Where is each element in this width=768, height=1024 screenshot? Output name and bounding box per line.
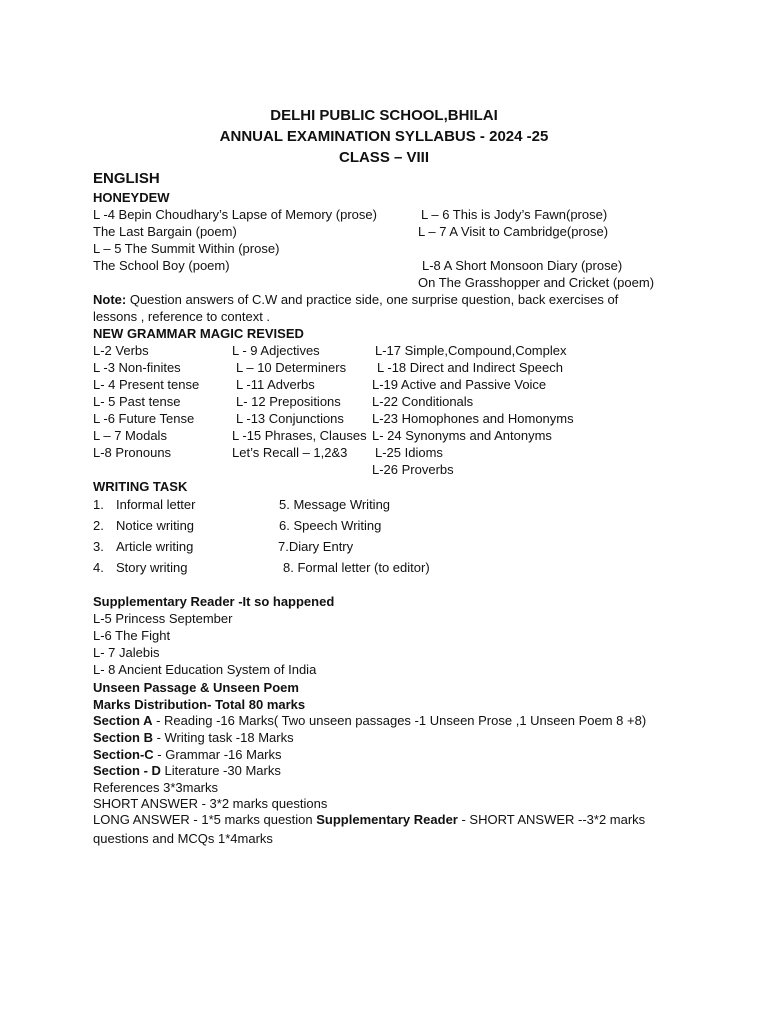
grammar-title: NEW GRAMMAR MAGIC REVISED	[93, 326, 304, 341]
long-answer-suffix: - SHORT ANSWER --3*2 marks	[457, 812, 646, 827]
note-label: Note:	[93, 292, 127, 307]
grammar-c3-4: L-22 Conditionals	[372, 394, 474, 409]
grammar-c3-2: L -18 Direct and Indirect Speech	[377, 360, 563, 375]
grammar-c1-7: L-8 Pronouns	[93, 445, 172, 460]
section-a-label: Section A	[93, 713, 153, 728]
grammar-c1-3: L- 4 Present tense	[93, 377, 200, 392]
supplementary-item-3: L- 7 Jalebis	[93, 645, 160, 660]
section-b-label: Section B	[93, 730, 153, 745]
section-d-text: Literature -30 Marks	[160, 763, 281, 778]
honeydew-left-4: The School Boy (poem)	[93, 258, 230, 273]
references-line: References 3*3marks	[93, 780, 218, 795]
section-d	[93, 762, 281, 779]
grammar-c1-1: L-2 Verbs	[93, 343, 149, 358]
long-answer-line	[93, 811, 645, 828]
grammar-c2-6: L -15 Phrases, Clauses	[232, 428, 367, 443]
grammar-c2-1: L - 9 Adjectives	[232, 343, 320, 358]
long-answer-bold: Supplementary Reader	[316, 812, 458, 827]
grammar-c1-6: L – 7 Modals	[93, 428, 167, 443]
marks-title: Marks Distribution- Total 80 marks	[93, 697, 306, 712]
writing-item-1: Informal letter	[116, 497, 196, 512]
writing-num-3: 3.	[93, 539, 104, 554]
honeydew-right-2: L – 7 A Visit to Cambridge(prose)	[418, 224, 609, 239]
note-text: Question answers of C.W and practice side, one surprise question, back exercises of	[126, 292, 619, 307]
supplementary-item-2: L-6 The Fight	[93, 628, 171, 643]
grammar-c3-3: L-19 Active and Passive Voice	[372, 377, 547, 392]
grammar-c2-5: L -13 Conjunctions	[236, 411, 344, 426]
long-answer-prefix: LONG ANSWER - 1*5 marks question	[93, 812, 317, 827]
short-answer-line: SHORT ANSWER - 3*2 marks questions	[93, 796, 328, 811]
writing-item-4: Story writing	[116, 560, 188, 575]
honeydew-right-3: L-8 A Short Monsoon Diary (prose)	[422, 258, 623, 273]
grammar-c1-5: L -6 Future Tense	[93, 411, 195, 426]
grammar-c3-8: L-26 Proverbs	[372, 462, 454, 477]
unseen-title: Unseen Passage & Unseen Poem	[93, 680, 299, 695]
section-b-text: - Writing task -18 Marks	[152, 730, 294, 745]
honeydew-right-1: L – 6 This is Jody’s Fawn(prose)	[421, 207, 608, 222]
honeydew-right-4: On The Grasshopper and Cricket (poem)	[418, 275, 655, 290]
grammar-c2-2: L – 10 Determiners	[236, 360, 347, 375]
grammar-c2-4: L- 12 Prepositions	[236, 394, 341, 409]
writing-item-7: 7.Diary Entry	[278, 539, 354, 554]
honeydew-left-1: L -4 Bepin Choudhary’s Lapse of Memory (prose)	[93, 207, 377, 222]
writing-title: WRITING TASK	[93, 479, 188, 494]
grammar-c1-2: L -3 Non-finites	[93, 360, 181, 375]
exam-title: ANNUAL EXAMINATION SYLLABUS - 2024 -25	[219, 128, 549, 145]
writing-num-4: 4.	[93, 560, 104, 575]
grammar-c1-4: L- 5 Past tense	[93, 394, 181, 409]
writing-item-8: 8. Formal letter (to editor)	[283, 560, 430, 575]
supplementary-title: Supplementary Reader -It so happened	[93, 594, 335, 609]
writing-item-3: Article writing	[116, 539, 194, 554]
honeydew-left-3: L – 5 The Summit Within (prose)	[93, 241, 280, 256]
writing-item-2: Notice writing	[116, 518, 195, 533]
subject-title: ENGLISH	[93, 170, 160, 187]
grammar-c3-1: L-17 Simple,Compound,Complex	[375, 343, 567, 358]
grammar-c2-3: L -11 Adverbs	[236, 377, 315, 392]
mcq-line: questions and MCQs 1*4marks	[93, 831, 273, 846]
school-name: DELHI PUBLIC SCHOOL,BHILAI	[270, 107, 498, 124]
section-c-text: - Grammar -16 Marks	[153, 747, 282, 762]
grammar-c3-7: L-25 Idioms	[375, 445, 443, 460]
note-line-1	[93, 291, 618, 308]
section-b	[93, 729, 294, 746]
section-c	[93, 746, 282, 763]
grammar-c3-6: L- 24 Synonyms and Antonyms	[372, 428, 552, 443]
grammar-c2-7: Let’s Recall – 1,2&3	[232, 445, 348, 460]
section-d-label: Section - D	[93, 763, 161, 778]
writing-num-1: 1.	[93, 497, 104, 512]
grammar-c3-5: L-23 Homophones and Homonyms	[372, 411, 574, 426]
writing-item-6: 6. Speech Writing	[279, 518, 382, 533]
supplementary-item-1: L-5 Princess September	[93, 611, 233, 626]
section-a-text: - Reading -16 Marks( Two unseen passages -1 Unseen Prose ,1 Unseen Poem 8 +8)	[152, 713, 647, 728]
supplementary-item-4: L- 8 Ancient Education System of India	[93, 662, 317, 677]
note-line-2: lessons , reference to context .	[93, 309, 271, 324]
honeydew-left-2: The Last Bargain (poem)	[93, 224, 237, 239]
writing-num-2: 2.	[93, 518, 104, 533]
class-title: CLASS – VIII	[338, 149, 430, 166]
section-c-label: Section-C	[93, 747, 154, 762]
section-a	[93, 712, 646, 729]
writing-item-5: 5. Message Writing	[279, 497, 391, 512]
honeydew-title: HONEYDEW	[93, 190, 170, 205]
